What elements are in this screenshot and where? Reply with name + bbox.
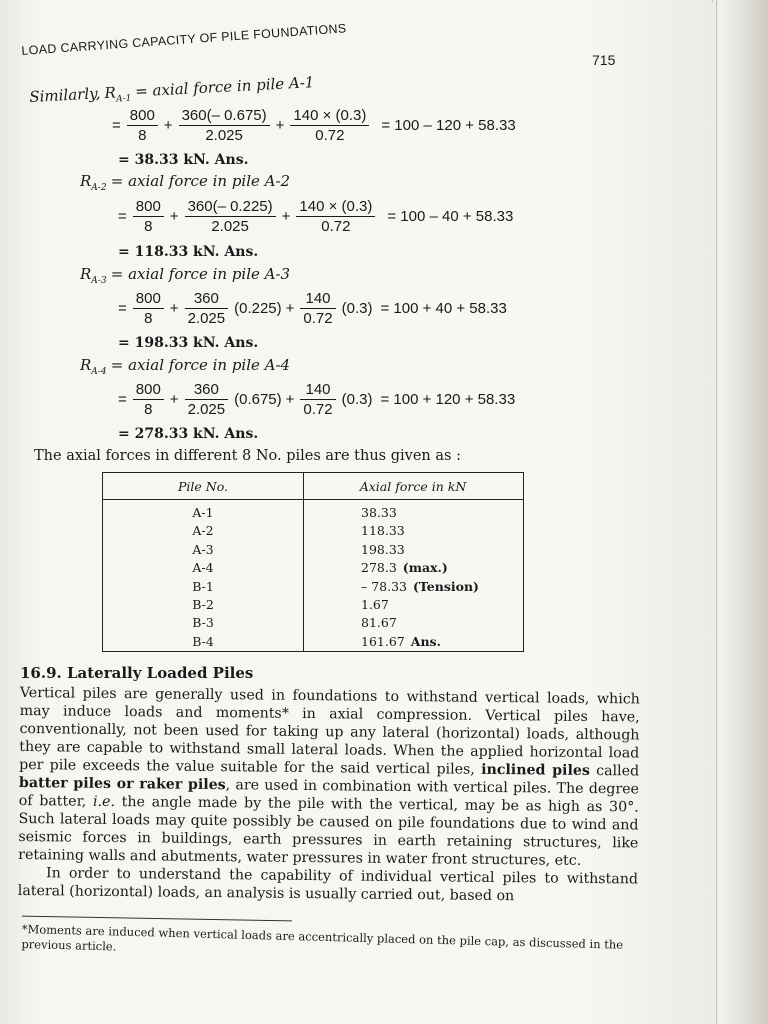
force-value: 278.3 xyxy=(361,560,397,576)
footnote-rule xyxy=(22,916,292,922)
force-value: 81.67 xyxy=(361,615,397,631)
ra1-equation: = $\frac{800}{8}$ + $\frac{360(- 0.675)}{2.025}$ + $\frac{140 \times (0.3)}{0.72}$ = 100 – 120 + 58.33 xyxy=(112,107,516,144)
pile-cell: A-2 xyxy=(192,523,214,539)
ra3-definition: $R_{A-3}$ = axial force in pile A-3 xyxy=(80,265,291,286)
table-row xyxy=(103,560,523,578)
force-cell xyxy=(361,523,405,538)
table-intro: The axial forces in different 8 No. piles are thus given as : xyxy=(34,448,461,464)
force-cell xyxy=(361,579,479,594)
force-cell xyxy=(361,615,397,630)
force-value: 161.67 xyxy=(361,633,405,649)
pile-cell: A-1 xyxy=(192,505,214,520)
ra3-equation: = $\frac{800}{8}$ + $\frac{360}{2.025}$ (0.225) + $\frac{140}{0.72}$ (0.3) = 100 + 40 + 58.33 xyxy=(118,290,507,327)
axial-force-table xyxy=(102,472,524,652)
ra4-equation: = $\frac{800}{8}$ + $\frac{360}{2.025}$ (0.675) + $\frac{140}{0.72}$ (0.3) = 100 + 120 + 58.33 xyxy=(118,381,516,418)
force-cell xyxy=(361,560,448,575)
paragraph-2: In order to understand the capability of individual vertical piles to withstand lateral (horizontal) loads, an analysis is usually carried out, based on xyxy=(17,865,639,905)
table-row xyxy=(103,542,523,560)
table-row xyxy=(103,505,523,523)
ra2-equation: = $\frac{800}{8}$ + $\frac{360(- 0.225)}{2.025}$ + $\frac{140 \times (0.3)}{0.72}$ = 100 – 40 + 58.33 xyxy=(118,198,514,235)
force-value: 38.33 xyxy=(361,505,397,520)
ra3-result: = 198.33 kN. Ans. xyxy=(118,335,259,351)
header-axial-force: Axial force in kN xyxy=(359,479,467,494)
force-cell xyxy=(361,634,441,649)
table-row xyxy=(103,523,523,541)
table-row xyxy=(103,579,523,597)
ra2-result: = 118.33 kN. Ans. xyxy=(118,244,259,260)
pile-cell: B-3 xyxy=(192,615,214,631)
pile-cell: A-4 xyxy=(192,560,214,576)
table-row xyxy=(103,634,523,652)
force-cell xyxy=(361,597,389,612)
pile-cell: B-4 xyxy=(192,633,214,649)
ra4-definition: $R_{A-4}$ = axial force in pile A-4 xyxy=(80,356,291,377)
force-value: 198.33 xyxy=(361,541,405,557)
paragraph-1: Vertical piles are generally used in foundations to withstand vertical loads, which may induce loads and moments* in axial compression. Vertical piles have, conventionally, not been used for taking up any lateral (horizontal) loads, although they are capable to withstand small lateral loads. When the applied horizontal load per pile exceeds the value suitable for the said vertical piles, inclined piles called batter piles or raker piles, are used in combination with vertical piles. The degree of batter, i.e. the angle made by the pile with the vertical, may be as high as 30°. Such lateral loads may quite possibly be caused on pile foundations due to wind and seismic forces in buildings, earth pressures in earth retaining structures, like retaining walls and abutments, water pressures in water front structures, etc. xyxy=(18,684,640,869)
force-cell xyxy=(361,505,397,520)
ra2-definition: $R_{A-2}$ = axial force in pile A-2 xyxy=(80,172,291,193)
ra4-result: = 278.33 kN. Ans. xyxy=(118,426,259,442)
running-head: LOAD CARRYING CAPACITY OF PILE FOUNDATIONS xyxy=(21,21,347,59)
ra1-result: = 38.33 kN. Ans. xyxy=(118,152,249,168)
force-note: (Tension) xyxy=(413,578,479,594)
table-row xyxy=(103,615,523,633)
force-cell xyxy=(361,542,405,557)
force-value: 1.67 xyxy=(361,597,389,612)
page-number: 715 xyxy=(592,52,616,68)
ra1-definition: Similarly, $R_{A-1}$ = axial force in pile A-1 xyxy=(28,73,315,107)
force-value: 118.33 xyxy=(361,523,405,539)
force-note: (max.) xyxy=(402,560,448,576)
force-note: Ans. xyxy=(410,633,441,649)
section-body xyxy=(18,684,640,906)
force-value: – 78.33 xyxy=(361,578,408,594)
table-row xyxy=(103,597,523,615)
footnote: *Moments are induced when vertical loads are accentrically placed on the pile cap, as discussed in the previous article. xyxy=(21,922,624,954)
header-pile-no: Pile No. xyxy=(178,479,228,494)
pile-cell: B-2 xyxy=(192,597,214,612)
pile-cell: B-1 xyxy=(192,578,214,594)
pile-cell: A-3 xyxy=(192,541,214,557)
section-title: 16.9. Laterally Loaded Piles xyxy=(20,664,254,682)
